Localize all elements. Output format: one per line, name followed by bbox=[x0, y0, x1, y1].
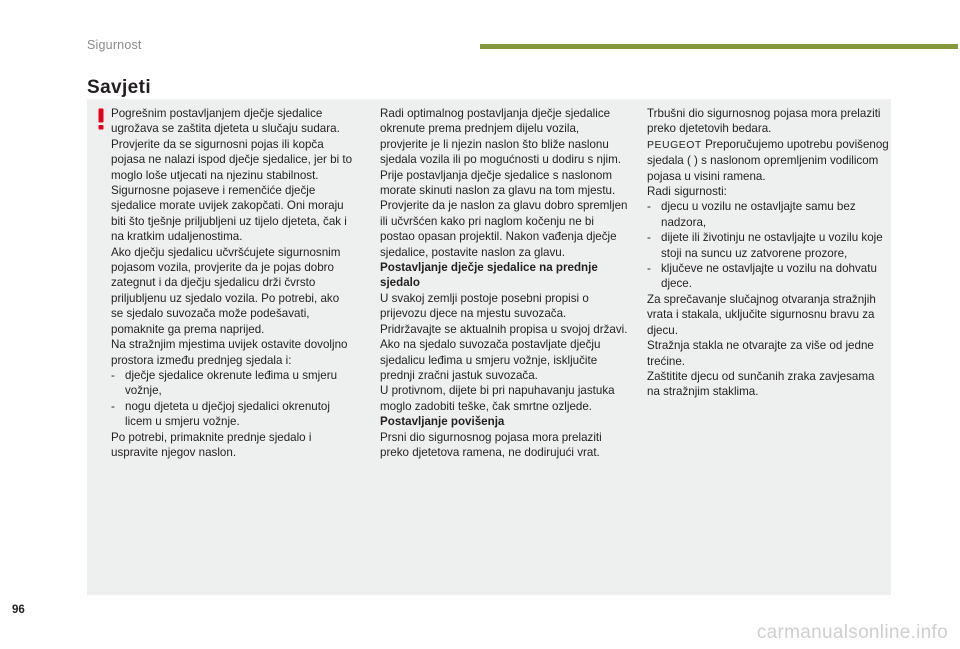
header-accent-bar bbox=[480, 44, 958, 49]
column-2 bbox=[380, 106, 628, 460]
dash: - bbox=[647, 200, 651, 214]
column-3 bbox=[647, 106, 889, 400]
paragraph: Provjerite da je naslon za glavu dobro spremljen ili učvršćen kako pri naglom kočenju ne bi postao opasan projektil. Nakon vađenja dječje sjedalice, postavite naslon za glavu. bbox=[380, 199, 628, 259]
paragraph: Na stražnjim mjestima uvijek ostavite dovoljno prostora između prednjeg sjedala i: bbox=[111, 338, 348, 367]
paragraph: Prije postavljanja dječje sjedalice s naslonom morate skinuti naslon za glavu na tom mjestu. bbox=[380, 168, 616, 198]
paragraph: Za sprečavanje slučajnog otvaranja stražnjih vrata i stakala, uključite sigurnosnu bravu za djecu. bbox=[647, 292, 876, 337]
brand-name: PEUGEOT bbox=[647, 138, 702, 151]
paragraph: Ako dječju sjedalicu učvršćujete sigurnosnim pojasom vozila, provjerite da je pojas dobro zategnut i da dječju sjedalicu drži čvrsto priljubljenu uz sjedalo vozila. Po potrebi, ako se sjedalo suvozača može podešavati, pomaknite ga prema naprijed. bbox=[111, 245, 341, 336]
paragraph: Provjerite da se sigurnosni pojas ili kopča pojasa ne nalazi ispod dječje sjedalice, jer bi to moglo loše utjecati na njezinu stabilnost. bbox=[111, 137, 353, 182]
paragraph: Prsni dio sigurnosnog pojasa mora prelaziti preko djetetova ramena, ne dodirujući vrat. bbox=[380, 430, 602, 459]
list-item: - dijete ili životinju ne ostavljajte u vozilu koje stoji na suncu uz zatvorene prozore, bbox=[647, 231, 883, 260]
dash: - bbox=[111, 368, 115, 382]
paragraph: Pogrešnim postavljanjem dječje sjedalice ugrožava se zaštita djeteta u slučaju sudara. bbox=[111, 107, 340, 136]
paragraph: Sigurnosne pojaseve i remenčiće dječje sjedalice morate uvijek zakopčati. Oni moraju biti što tješnje priljubljeni uz tijelo djeteta, čak i na kratkim udaljenostima. bbox=[111, 184, 347, 244]
paragraph: Po potrebi, primaknite prednje sjedalo i uspravite njegov naslon. bbox=[111, 430, 312, 459]
paragraph: Radi sigurnosti: bbox=[647, 185, 727, 199]
paragraph: Radi optimalnog postavljanja dječje sjedalice okrenute prema prednjem dijelu vozila, provjerite je li njezin naslon što bliže naslonu sjedala vozila ili po mogućnosti u dodiru s njim. bbox=[380, 107, 622, 167]
dash: - bbox=[111, 399, 115, 413]
page-number: 96 bbox=[12, 604, 25, 616]
paragraph: Zaštitite djecu od sunčanih zraka zavjesama na stražnjim staklima. bbox=[647, 369, 875, 399]
column-1 bbox=[111, 106, 353, 460]
subheading: Postavljanje dječje sjedalice na prednje sjedalo bbox=[380, 261, 598, 290]
dash: - bbox=[647, 231, 651, 245]
list-item: - djecu u vozilu ne ostavljajte samu bez nadzora, bbox=[647, 200, 856, 229]
exclamation-icon bbox=[95, 108, 107, 130]
paragraph: U protivnom, dijete bi pri napuhavanju jastuka moglo zadobiti teške, čak smrtne ozljede. bbox=[380, 384, 615, 413]
section-label: Sigurnost bbox=[87, 38, 142, 52]
paragraph: PEUGEOT Preporučujemo upotrebu povišenog sjedala ( ) s naslonom opremljenim vodilicom pojasa u visini ramena. bbox=[647, 137, 889, 183]
page-title: Savjeti bbox=[87, 77, 152, 98]
paragraph: Stražnja stakla ne otvarajte za više od jedne trećine. bbox=[647, 339, 874, 368]
dash: - bbox=[647, 262, 651, 276]
watermark: carmanualsonline.info bbox=[756, 622, 948, 643]
paragraph: U svakoj zemlji postoje posebni propisi o prijevozu djece na mjestu suvozača. Pridržavajte se aktualnih propisa u svojoj državi. bbox=[380, 291, 628, 336]
advice-panel bbox=[87, 99, 891, 595]
list-item: - ključeve ne ostavljajte u vozilu na dohvatu djece. bbox=[647, 262, 877, 291]
subheading: Postavljanje povišenja bbox=[380, 415, 505, 429]
list-item: - dječje sjedalice okrenute leđima u smjeru vožnje, bbox=[111, 368, 338, 398]
paragraph: Trbušni dio sigurnosnog pojasa mora prelaziti preko djetetovih bedara. bbox=[647, 107, 881, 136]
list-item: - nogu djeteta u dječjoj sjedalici okrenutoj licem u smjeru vožnje. bbox=[111, 399, 330, 429]
paragraph: Ako na sjedalo suvozača postavljate dječju sjedalicu leđima u smjeru vožnje, isključite prednji zračni jastuk suvozača. bbox=[380, 338, 601, 382]
